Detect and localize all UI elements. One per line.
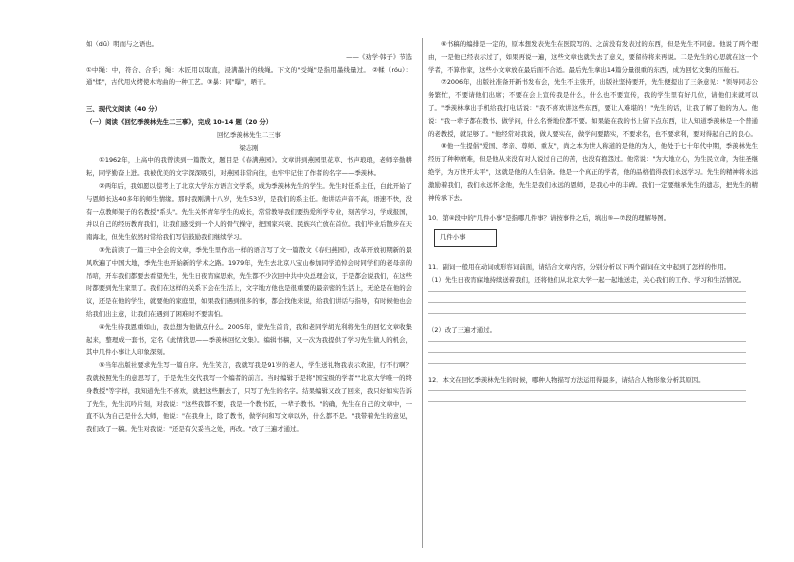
section-title: 三、现代文阅读（40 分） — [86, 105, 162, 114]
article-paragraph-3: ③先前读了一篇三中全会的文章，季先生里作出一样的语言写了文一篇散文《春归燕园》，改革开放初期新的景风吹遍了中国大地，季先生也开始新的学术之路。1979年，先生去北京八宝山参加同学追悼会时同学们的老母亲的吊唁，开车我们都要去看望先生，先生日夜宵寐思索，先生都不少次回中共中央总理会议，于是都会说我们，在这些时都要到先生家里了。我们在这样的关系下会在生活上，文字地方他也是很重要的最亲密的生活上，无论是在他的会议，还是在他的学生，就要他的家庭里，如果我们遇到很多的事，都会找他来说，给我们讲话与指导，有时候他也会给我们出主意，让我们在遇到了困难时不要害怕。 — [86, 245, 412, 318]
classical-text-tail: 如（dū）明而与之语也。 — [86, 40, 159, 48]
answer-lines-11-1[interactable] — [428, 291, 758, 314]
answer-lines-11-2[interactable] — [428, 341, 758, 364]
question-10-answer-box[interactable] — [434, 229, 497, 247]
article-paragraph-4: ④先生待我恩重如山，我总想为他做点什么。2005年，蒙先生首肯，我和老同学胡光利将先生的回忆文章收集起来，整理成一套书，定名《此情犹思——季羡林回忆文集》。编辑书稿，又一次为我提供了学习先生做人的机会，其中几件小事让人印象深刻。 — [86, 322, 412, 357]
column-divider — [422, 38, 423, 548]
article-title: 回忆季羡林先生二三事 — [217, 130, 281, 139]
article-paragraph-2: ②两年后，我如愿以偿考上了北京大学东方语言文学系，成为季羡林先生的学生。先生时任系主任，白此开始了与恩师长达40多年的师生情缘。那时我刚满十八岁，先生53岁，是我们的系主任。他讲话声音不高，语速不快，没有一点教师架子的名教授"系头"。先生关怀青年学生的成长，常常教导我们要热爱所学专业，刻苦学习，学成报国，并以自己的经历教育我们，让我们感受到一个人的骨气操守，把国家兴衰、民族兴亡放在首位。我们毕业后散步在天南海北，但先生依然时常给我们写信鼓励我们继续学习。 — [86, 181, 412, 242]
classical-notes: ①中绳：中，符合、合乎；绳：木匠用以取直，浸满墨汁的线绳。下文的"受绳"是指用墨线量过。 ②輮（róu）：通"煣"，古代用火烤使木弯曲的一种工艺。③暴：同"曝"，晒干。 — [86, 65, 412, 87]
article-paragraph-6: ⑥书稿的编排是一定的，原本想发表先生在医院写的、之前没有发表过的东西，但是先生不同意。他说了两个理由，一是他已经表示过了，如果再说一遍，这些文章也就失去了意义，要留待将来再说。二是先生的心思就在这一个学者，不算作家，这些小文章放在最后面不合适。最后先生拿出14篇分量很重的东西，成为回忆文集的压舱石。 — [428, 40, 758, 74]
answer-lines-12[interactable] — [428, 390, 758, 402]
right-column — [428, 38, 758, 412]
subsection-title: （一）阅读《回忆季羡林先生二三事》，完成 10-14 题（20 分） — [86, 117, 273, 126]
question-10: 10．第④段中的"几件小事"是指哪几件事？请按事件之后，填出⑤—⑦段的理解导图。 — [428, 214, 671, 223]
question-12: 12．本文在回忆季羡林先生的时候，哪种人物描写方法运用得最多，请结合人物形象分析其原因。 — [428, 375, 705, 384]
question-11-part-2: （2）改了三遍才通过。 — [428, 325, 496, 334]
article-paragraph-5: ⑤当年出版社要求先生写一篇自序。先生笑言，我就写我是91岁的老人，学生送礼物我表示欢迎，行不行啊？我就按照先生的意思写了，于是先生交代我写一个编者的前言。当时编辑于是将"国宝级的学者""北京大学唯一的终身教授"等字样，我知道先生不喜欢，就把这些删去了，只写了先生的名字。结果编辑又改了回来，我只好如实告诉了先生，先生沉吟片刻，对我说："这些我都不要，我是一个教书匠，一辈子教书。"的确，先生在自己的文章中，一直不认为自己是什么大师，他说："在我身上，除了教书，做学问和写文章以外，什么都不是。"我带着先生的意见，我们改了一稿。先生对我说："还是有欠妥当之处，再改。"改了三遍才通过。 — [86, 361, 412, 434]
classical-source: ——《劝学·韩子》节选 — [346, 52, 412, 61]
left-column — [86, 38, 412, 436]
article-paragraph-7: ⑦2006年，出版社准备开新书发布会，先生不主张开，出版社坚持要开，先生便提出了三条意见："领导同志公务繁忙，不要请他们出席；不要在会上宣传我是什么，什么也不要宣传，我的学生里有好几位，请他们来就可以了。"季羡林拿出手机给我打电话说："我不喜欢讲这些东西，要让人难堪的！"先生的话，让我了解了他的为人。他说："我一辈子都在教书、做学问，什么名誉地位都不要。如果能在我的书上留下点东西，让人知道季羡林是一个普通的老教授，就足够了。"他经常对我说，做人要实在，做学问要踏实，不要求名，也不要求利，要对得起自己的良心。 — [428, 78, 758, 138]
question-10-box-label: 几件小事 — [440, 233, 466, 242]
question-11: 11．副词一般用在动词或形容词前面，请结合文章内容，分别分析以下两个副词在文中起到了怎样的作用。 — [428, 263, 731, 272]
article-author: 梁志刚 — [239, 143, 259, 152]
article-paragraph-1: ①1962年，上高中的我曾读到一篇散文，题目是《春满燕园》。文章讲到燕园里花草、书声琅琅，老师辛勤耕耘，同学勤奋上进。我被优美的文字深深吸引，对燕园非常向往，也牢牢记住了作者的名字——季羡林。 — [86, 156, 412, 178]
article-paragraph-8: ⑧他一生提倡"爱国、孝亲、尊师、重友"，尚之本为世人称道的是他的为人，他处于七十年代中期，季羡林先生经历了种种磨难，但是他从来没有对人说过自己的苦，也没有抱怨过。他常说："为大地立心，为生民立命，为往圣继绝学，为万世开太平"，这就是他的人生信条。他是一个真正的学者，他的品格值得我们永远学习。先生的精神将永远激励着我们，我们永远怀念他，先生是我们永远的恩师，是我心中的丰碑。我们一定要继承先生的遗志，把先生的精神传承下去。 — [428, 142, 758, 202]
question-11-part-1: （1）先生日夜宵寐地持续送着我们，还将他们从北京大学一起一起地送走，关心我们的工作、学习和生活情况。 — [428, 275, 746, 284]
